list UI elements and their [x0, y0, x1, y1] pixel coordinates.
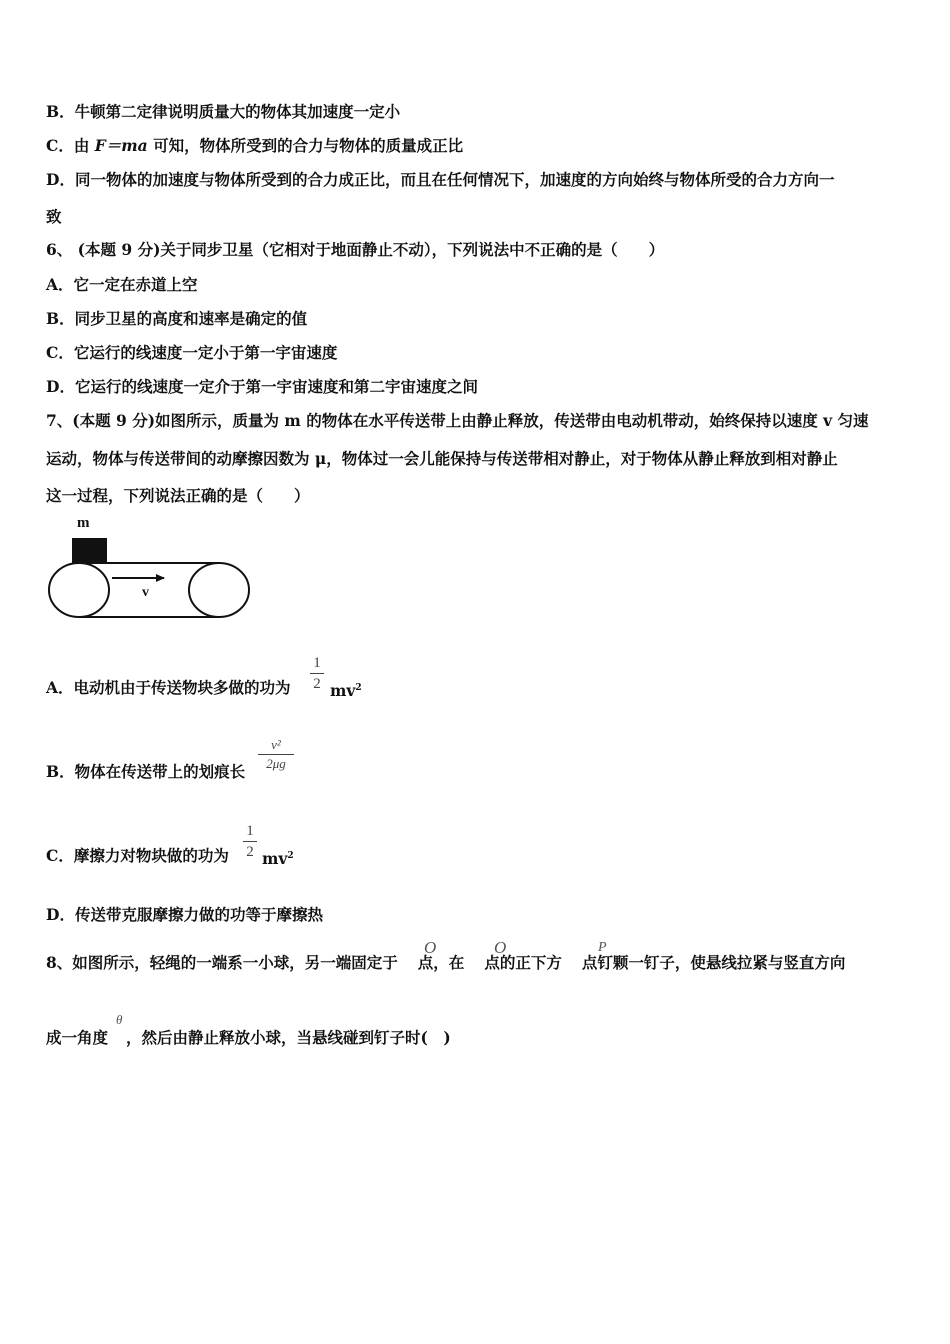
q8-stem-line2: [46, 1028, 451, 1048]
q6-stem: 6、 (本题 9 分)关于同步卫星（它相对于地面静止不动），下列说法中不正确的是（ ）: [46, 240, 665, 259]
q7-option-a-text: A．电动机由于传送物块多做的功为: [46, 678, 291, 697]
q7-stem-line3: 这一过程，下列说法正确的是（ ）: [46, 486, 310, 505]
q7-option-b: B．物体在传送带上的划痕长: [46, 762, 246, 781]
q7-option-c-mv: [262, 846, 294, 869]
q8-seg1: 8、如图所示，轻绳的一端系一小球，另一端固定于: [46, 953, 398, 972]
frac-bar: [243, 841, 257, 842]
right-pulley: [189, 563, 249, 617]
superscript-two: 2: [355, 683, 362, 693]
q7-option-d: D．传送带克服摩擦力做的功等于摩擦热: [46, 905, 323, 924]
symbol-theta: θ: [116, 1012, 123, 1027]
q8-line2-b: ，然后由静止释放小球，当悬线碰到钉子时( ): [126, 1028, 451, 1047]
q8-line2-a: 成一角度: [46, 1028, 109, 1047]
q7-stem-line1: 7、(本题 9 分)如图所示，质量为 m 的物体在水平传送带上由静止释放，传送带由电动机带动，始终保持以速度 v 匀速: [46, 411, 869, 430]
left-pulley: [49, 563, 109, 617]
mass-label: m: [77, 515, 90, 531]
frac-numerator: v²: [271, 737, 281, 752]
fraction-one-half-a: [310, 654, 324, 693]
q6-option-d: D．它运行的线速度一定介于第一宇宙速度和第二宇宙速度之间: [46, 377, 478, 396]
q6-option-b: B．同步卫星的高度和速率是确定的值: [46, 309, 308, 328]
conveyor-belt-figure: [44, 510, 254, 625]
fraction-one-half-c: [243, 822, 257, 861]
velocity-label: v: [142, 585, 149, 600]
q7-option-a-mv: [330, 678, 362, 701]
frac-bar: [310, 673, 324, 674]
q8-seg4: 点钉颗一钉子，使悬线拉紧与竖直方向: [581, 953, 846, 972]
frac-bar: [258, 754, 294, 755]
symbol-o-2: O: [494, 938, 507, 957]
frac-numerator: 1: [246, 823, 254, 839]
symbol-p: P: [598, 940, 607, 955]
superscript-two: 2: [287, 851, 294, 861]
option-c-prev: [46, 136, 463, 156]
mv-text: mv: [262, 849, 288, 868]
mass-block: [72, 538, 107, 563]
q8-stem-line1: [46, 953, 845, 973]
option-d-prev-line2: 致: [46, 207, 62, 226]
q8-seg3: 点的正下方: [484, 953, 562, 972]
option-b-prev: B．牛顿第二定律说明质量大的物体其加速度一定小: [46, 102, 401, 121]
frac-numerator: 1: [313, 655, 321, 671]
formula-f-ma: F＝ma: [94, 136, 148, 155]
frac-denominator: 2μg: [266, 756, 286, 771]
frac-denominator: 2: [313, 676, 321, 692]
q7-option-a: [46, 678, 291, 698]
frac-denominator: 2: [246, 844, 254, 860]
q6-option-c: C．它运行的线速度一定小于第一宇宙速度: [46, 343, 338, 362]
fraction-v2-over-2ug: [258, 737, 294, 772]
q6-option-a: A．它一定在赤道上空: [46, 275, 198, 294]
mv-text: mv: [330, 681, 356, 700]
symbol-o-1: O: [424, 938, 437, 957]
option-d-prev-line1: D．同一物体的加速度与物体所受到的合力成正比，而且在任何情况下，加速度的方向始终与物体所受的合力方向一: [46, 170, 835, 189]
q8-seg2: 点，在: [417, 953, 465, 972]
arrow-head-icon: [156, 574, 165, 582]
option-c-suffix: 可知，物体所受到的合力与物体的质量成正比: [147, 136, 464, 155]
q7-stem-line2: 运动，物体与传送带间的动摩擦因数为 μ，物体过一会儿能保持与传送带相对静止，对于物体从静止释放到相对静止: [46, 449, 838, 468]
q7-option-c-text: C．摩擦力对物块做的功为: [46, 846, 229, 865]
option-c-prefix: C．由: [46, 136, 95, 155]
q7-option-c: [46, 846, 229, 866]
